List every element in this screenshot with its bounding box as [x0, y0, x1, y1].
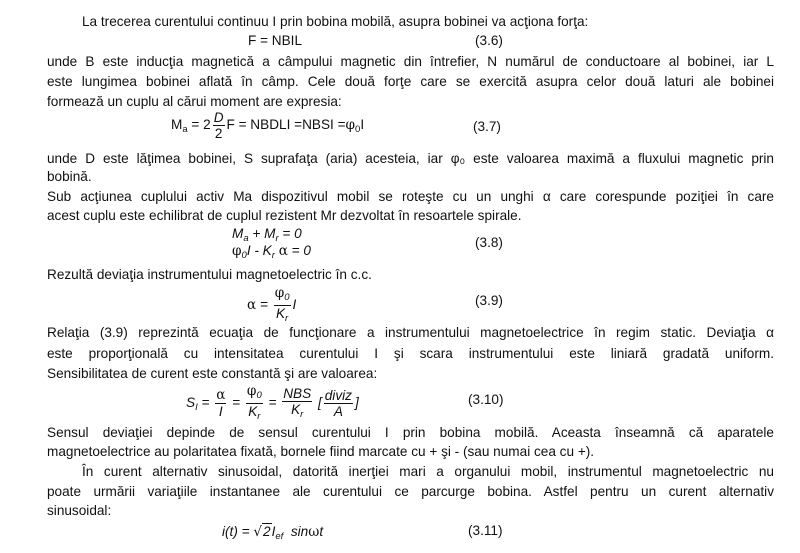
paragraph-line: este lungimea bobinei aflată în câmp. Cele două forţe care se exercită asupra celor două laturi ale bobinei: [47, 74, 774, 89]
paragraph-line: acest cuplu este echilibrat de cuplul rezistent Mr dezvoltat în resoartele spirale.: [47, 208, 522, 223]
equation-number: (3.7): [473, 119, 501, 134]
equation-3-6: F = NBIL: [248, 33, 303, 48]
paragraph-line: Sensibilitatea de curent este constantă şi are valoarea:: [47, 366, 378, 381]
equation-number: (3.11): [468, 523, 503, 538]
paragraph-line: magnetoelectrice au polaritatea fixată, bornele fiind marcate cu + şi - (sau numai cea cu +).: [47, 444, 595, 459]
fraction: $\frac{\varphi_0}{K_r}$: [246, 383, 262, 422]
fraction: $\frac{\alpha}{I}$: [216, 387, 226, 419]
paragraph-line: este proporţională cu intensitatea curentului I şi scara instrumentului este liniară gradată uniform.: [47, 346, 774, 361]
equation-number: (3.8): [475, 235, 503, 250]
paragraph-line: unde B este inducţia magnetică a câmpului magnetic din întrefier, N numărul de conductoare al bobinei, iar L: [47, 54, 774, 69]
paragraph-line: În curent alternativ sinusoidal, datorită inerţiei mari a organului mobil, instrumentul magnetoelectric nu: [82, 464, 774, 479]
paragraph-line: sinusoidal:: [47, 503, 112, 518]
equation-3-10: $S_I$ = $\frac{\alpha}{I}$ = $\frac{\varphi_0}{K_r}$ = $\frac{\text{NBS}}{K_r}$ [ $\frac{\text{diviz}}{A}$ ]: [186, 383, 359, 422]
fraction: $\frac{\text{diviz}}{A}$: [324, 388, 352, 419]
paragraph-line: Relaţia (3.9) reprezintă ecuaţia de funcţionare a instrumentului magnetoelectrice în regim static. Deviaţia α: [47, 325, 774, 340]
equation-3-8-line1: $M_a + M_r = 0$: [232, 226, 302, 244]
equation-number: (3.9): [475, 293, 503, 308]
equation-3-8-line2: $\varphi_0I - K_r$ α = 0: [232, 243, 311, 261]
equation-3-7: $M_a = 2$ $\frac{D}{2}$ F = NBDLI =NBSI $=\varphi_0I$: [171, 110, 365, 141]
equation-number: (3.10): [468, 392, 504, 407]
paragraph-line: poate urmării variaţiile instantanee ale curentului ce parcurge bobina. Astfel pentru un curent alternativ: [47, 484, 774, 499]
paragraph-line: Sensul deviaţiei depinde de sensul curentului I prin bobina mobilă. Aceasta înseamnă că aparatele: [47, 425, 774, 440]
paragraph-line: Sub acţiunea cuplului activ Ma dispozitivul mobil se roteşte cu un unghi α care corespunde poziţiei în care: [47, 189, 774, 204]
equation-3-11: $i(t) = √2I_{ef}$ sinωt: [222, 524, 324, 542]
paragraph-line: unde D este lăţimea bobinei, S suprafaţa (aria) acesteia, iar φ₀ este valoarea maximă a fluxului magnetic prin: [47, 151, 774, 166]
paragraph-line: La trecerea curentului continuu I prin bobina mobilă, asupra bobinei va acţiona forţa:: [82, 14, 589, 29]
paragraph-line: formează un cuplu al cărui moment are expresia:: [47, 94, 342, 109]
fraction: $\frac{D}{2}$: [213, 110, 224, 141]
equation-number: (3.6): [475, 33, 503, 48]
fraction: $\frac{\text{NBS}}{K_r}$: [283, 385, 312, 420]
fraction: $\frac{\varphi_0}{K_r}$: [274, 285, 290, 324]
paragraph-line: Rezultă deviaţia instrumentului magnetoelectric în c.c.: [47, 267, 372, 282]
equation-3-9: α = $\frac{\varphi_0}{K_r}$ I: [247, 285, 297, 324]
paragraph-line: bobină.: [47, 169, 92, 184]
